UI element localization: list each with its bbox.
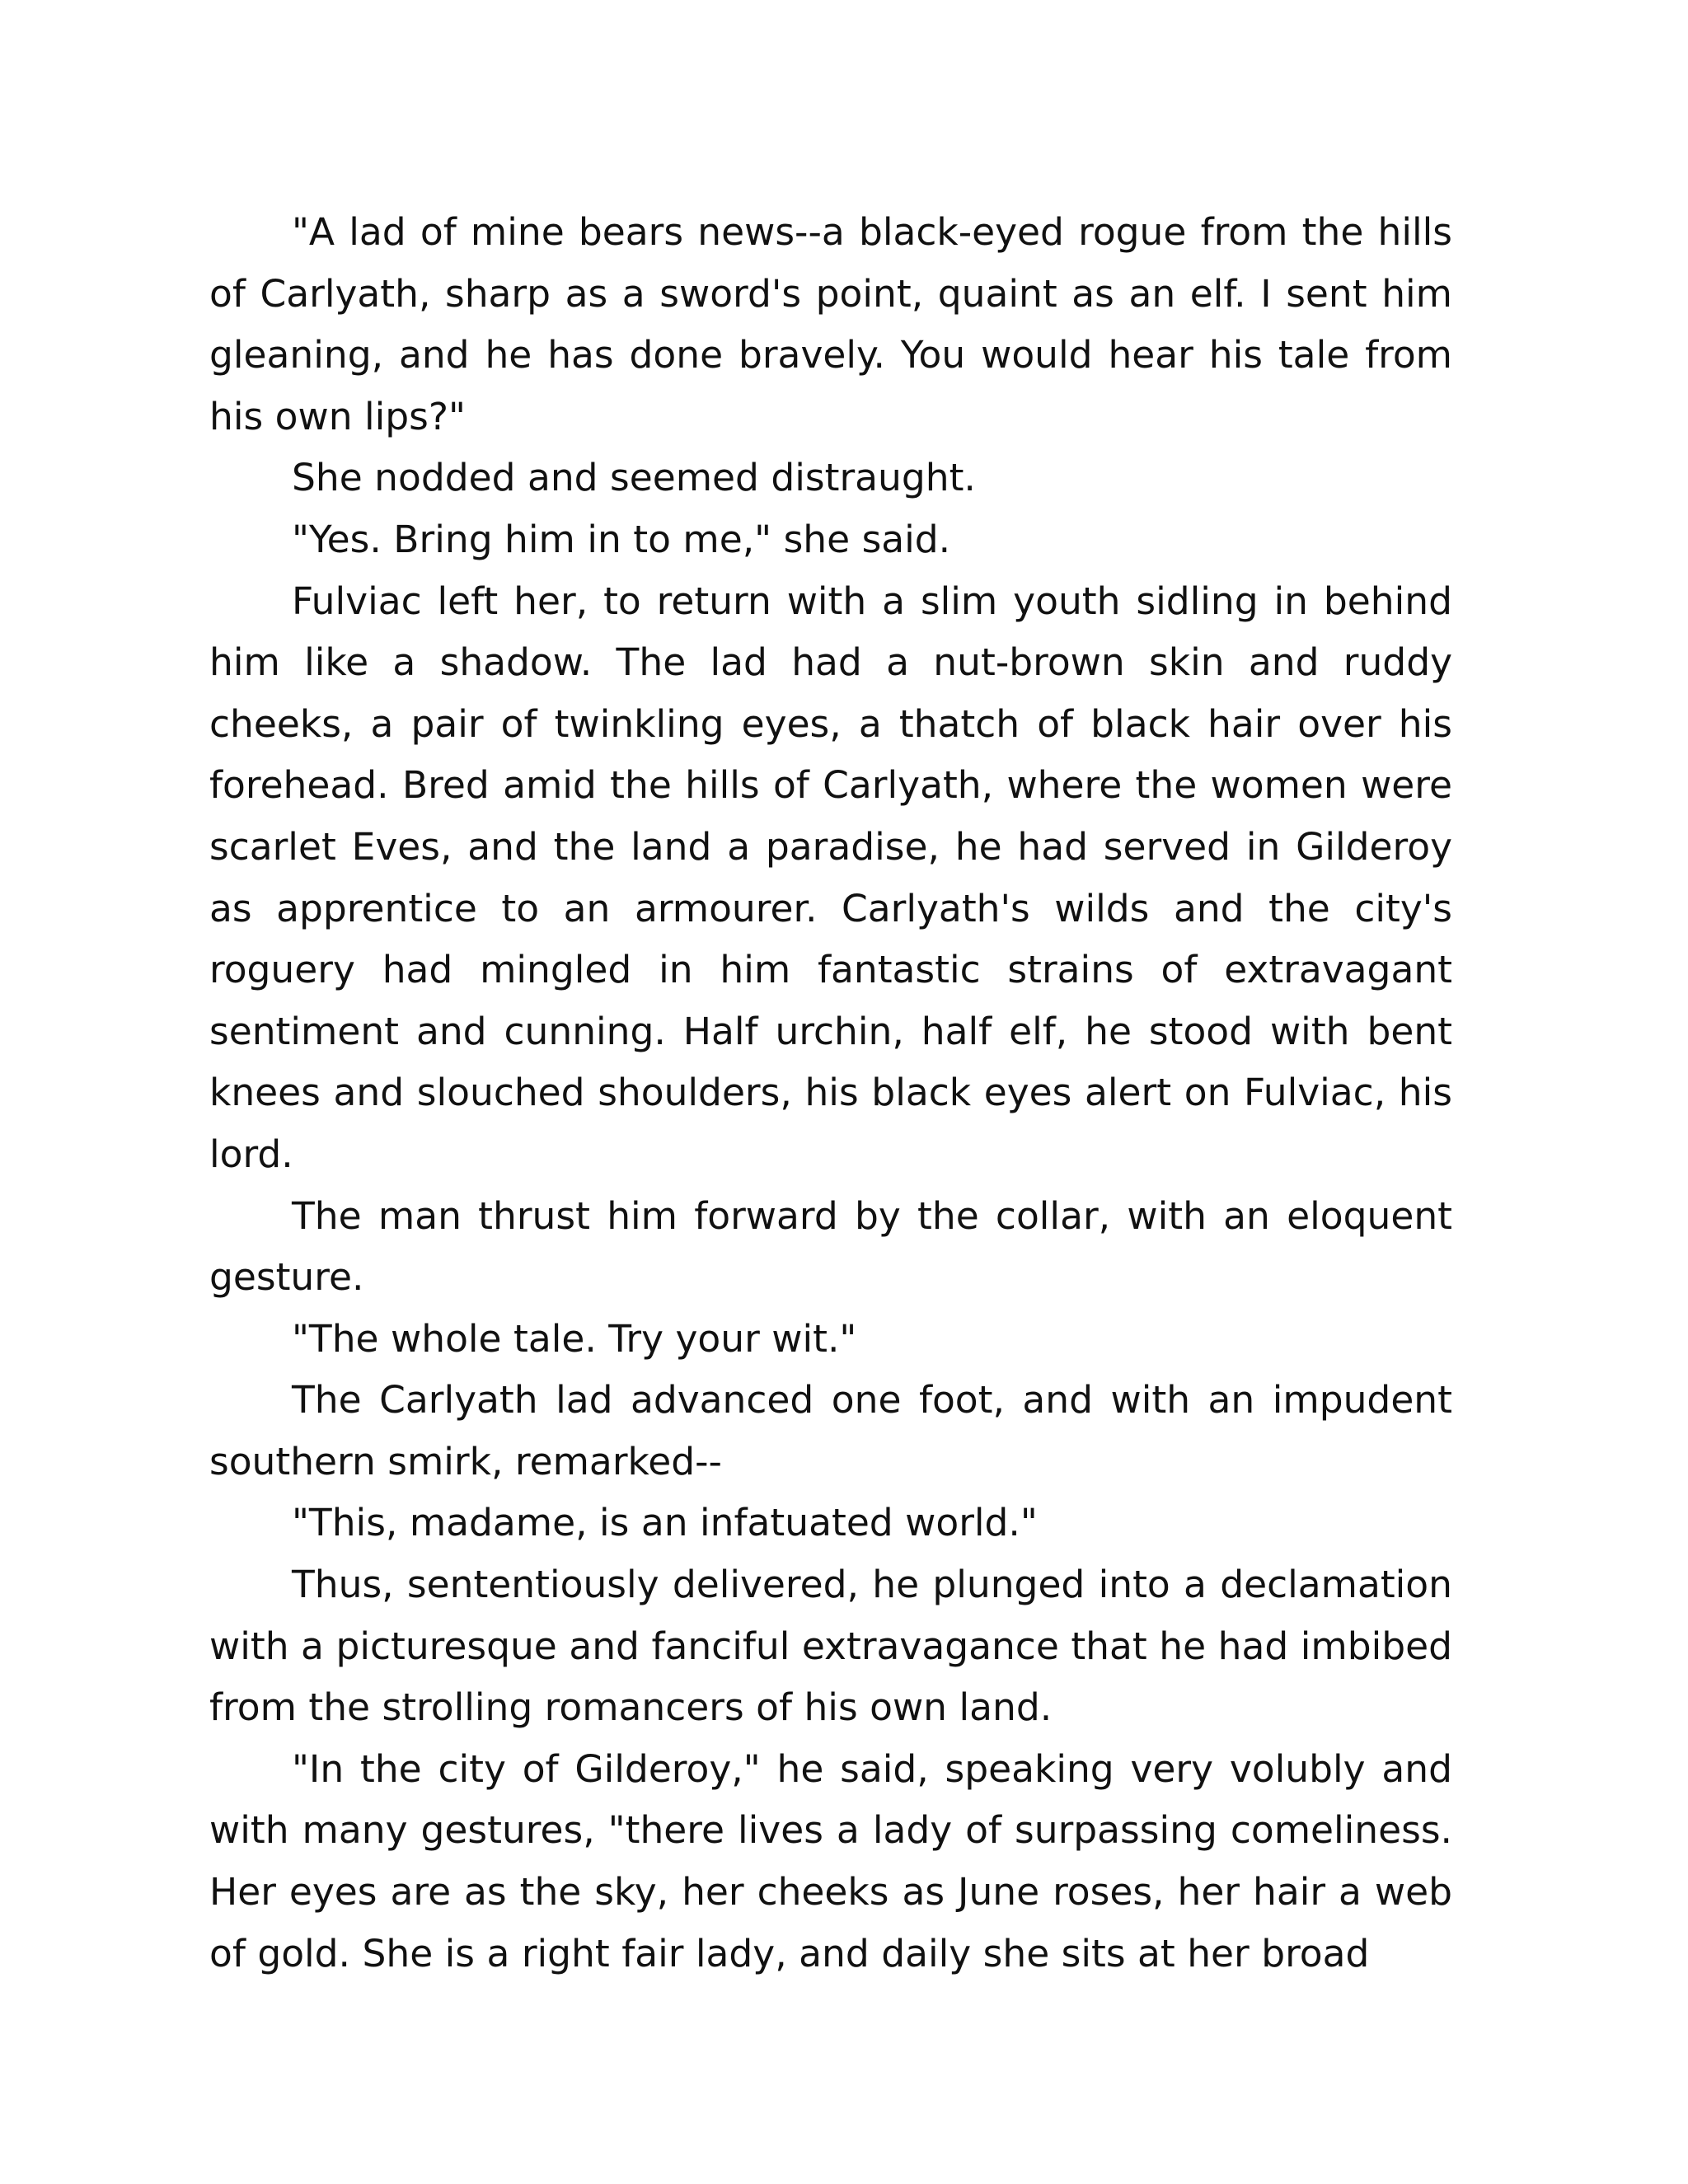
paragraph: Thus, sententiously delivered, he plunged into a declamation with a picturesque and fanciful extravagance that he had imbibed from the strolling romancers of his own land. <box>209 1563 1452 1730</box>
paragraph: "A lad of mine bears news--a black-eyed rogue from the hills of Carlyath, sharp as a sword's point, quaint as an elf. I sent him gleaning, and he has done bravely. You would hear his tale from his own lips?" <box>209 210 1452 438</box>
paragraph: "In the city of Gilderoy," he said, speaking very volubly and with many gestures, "there lives a lady of surpassing comeliness. Her eyes are as the sky, her cheeks as June roses, her hair a web of gold. She is a right fair lady, and daily she sits at her broad <box>209 1746 1452 1975</box>
paragraph: "Yes. Bring him in to me," she said. <box>292 517 951 561</box>
paragraph: The man thrust him forward by the collar, with an eloquent gesture. <box>209 1193 1452 1300</box>
paragraph: Fulviac left her, to return with a slim youth sidling in behind him like a shadow. The lad had a nut-brown skin and ruddy cheeks, a pair of twinkling eyes, a thatch of black hair over his forehead. Bred amid the hills of Carlyath, where the women were scarlet Eves, and the land a paradise, he had served in Gilderoy as apprentice to an armourer. Carlyath's wilds and the city's roguery had mingled in him fantastic strains of extravagant sentiment and cunning. Half urchin, half elf, he stood with bent knees and slouched shoulders, his black eyes alert on Fulviac, his lord. <box>209 579 1452 1176</box>
paragraph: The Carlyath lad advanced one foot, and with an impudent southern smirk, remarked-- <box>209 1378 1452 1483</box>
page-text <box>209 202 1452 1985</box>
paragraph: "This, madame, is an infatuated world." <box>292 1501 1038 1545</box>
paragraph: She nodded and seemed distraught. <box>292 456 976 500</box>
paragraph: "The whole tale. Try your wit." <box>292 1316 857 1361</box>
